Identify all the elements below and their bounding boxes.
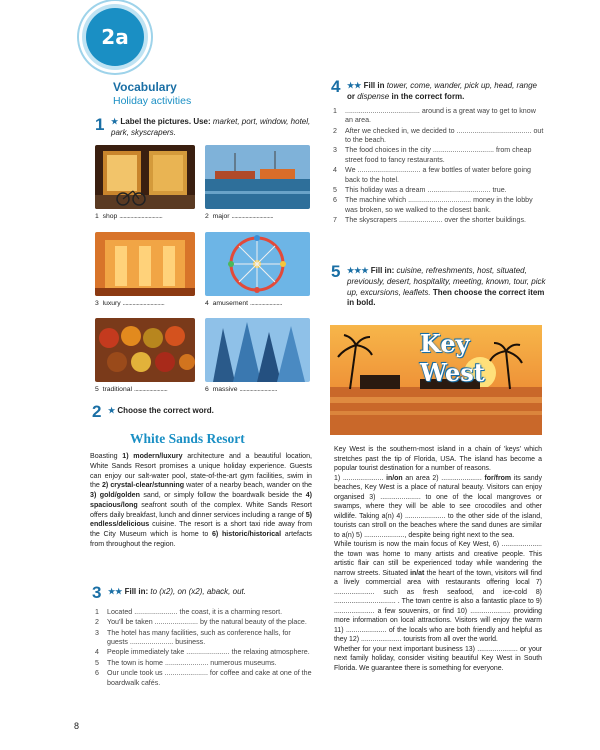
ex4-instruction-words: tower, come, wander, pick up, head, range bbox=[386, 81, 537, 90]
caption-6 bbox=[205, 386, 277, 393]
list-item bbox=[333, 216, 545, 225]
item-number: 1 bbox=[333, 107, 337, 115]
item-number: 6 bbox=[333, 196, 337, 205]
item-number: 2 bbox=[95, 618, 99, 627]
choice-in-on[interactable]: in/on bbox=[386, 474, 403, 482]
ex5-instruction-tail: Then choose the correct item in bold. bbox=[347, 287, 545, 308]
picture-amusement-park bbox=[205, 232, 310, 296]
item-number: 2 bbox=[333, 126, 337, 135]
picture-market bbox=[95, 318, 195, 382]
text-run: artefacts from throughout the region. bbox=[90, 530, 312, 549]
ex4-instruction-tail: in the correct form. bbox=[389, 91, 465, 101]
caption-word: massive bbox=[212, 386, 238, 393]
item-number: 6 bbox=[95, 669, 99, 678]
caption-blank[interactable]: ........................... bbox=[239, 386, 277, 393]
blank-2[interactable]: 2) ..................... bbox=[432, 474, 485, 482]
item-text[interactable]: We ................................ a few bottles of water before going back to the hotel. bbox=[345, 166, 531, 184]
ex4-instruction bbox=[347, 81, 547, 103]
ex4-number: 4 bbox=[331, 77, 341, 96]
ex5-number: 5 bbox=[331, 262, 341, 281]
choice-1[interactable]: 1) modern/luxury bbox=[122, 452, 183, 460]
caption-num: 6 bbox=[205, 386, 209, 393]
choice-5[interactable]: 5) endless/delicious bbox=[90, 510, 312, 529]
item-text[interactable]: Located ...................... the coast, it is a charming resort. bbox=[107, 608, 283, 616]
ex2-number: 2 bbox=[92, 402, 102, 421]
unit-badge bbox=[86, 8, 144, 66]
list-item bbox=[95, 648, 313, 657]
list-item bbox=[95, 659, 313, 668]
section-title: Vocabulary bbox=[113, 80, 177, 94]
ex5-stars: ★★★ bbox=[347, 266, 369, 275]
item-text[interactable]: The machine which ................................ money in the lobby was broken, so we walked to the closest bank. bbox=[345, 196, 533, 214]
ex5-instruction bbox=[347, 266, 547, 309]
text-run: its sandy beaches, Key West is a place of natural beauty. Visitors can enjoy organised 3) ..................... to one of the local mangroves or swamps, where they will be able to see crocodiles and other wildlife. Taking a(n) 4) ..................... to the other side of the island, tourists can stroll on the beaches where the sand dunes are similar to a(n) 5) ....................., despite being right next to the sea. bbox=[334, 474, 542, 539]
item-text[interactable]: The town is home ...................... numerous museums. bbox=[107, 658, 277, 667]
item-text[interactable]: After we checked in, we decided to ...................................... out to the beach. bbox=[345, 126, 544, 145]
caption-num: 2 bbox=[205, 213, 209, 220]
ex1-instruction bbox=[111, 117, 311, 139]
list-item bbox=[333, 166, 545, 185]
list-item bbox=[95, 618, 313, 627]
item-number: 5 bbox=[333, 185, 337, 194]
ex4-instruction-word2: dispense bbox=[357, 91, 390, 101]
list-item bbox=[333, 107, 545, 126]
unit-label: 2a bbox=[101, 25, 129, 49]
text-run: seafront south of the complex. White Sands Resort offers daily breakfast, lunch and dinner services including a range of bbox=[90, 500, 312, 519]
ex4-stars: ★★ bbox=[347, 81, 362, 90]
ex1-instruction-lead: Label the pictures. Use: bbox=[120, 117, 213, 126]
item-number: 3 bbox=[95, 628, 99, 637]
item-number: 3 bbox=[333, 146, 337, 155]
ex3-number: 3 bbox=[92, 583, 102, 602]
caption-blank[interactable]: .............................. bbox=[231, 213, 274, 220]
paragraph: Key West is the southern-most island in a chain of 'keys' which stretches past the tip of Florida, USA. The island has become a popular tourist destination for a number of reasons. bbox=[334, 446, 542, 473]
ex3-stars: ★★ bbox=[108, 587, 123, 596]
page-number: 8 bbox=[74, 721, 80, 731]
item-text[interactable]: The food choices in the city ............................... from cheap street food to fancy restaurants. bbox=[345, 146, 532, 164]
caption-blank[interactable]: .............................. bbox=[122, 300, 165, 307]
choice-in-at[interactable]: in/at bbox=[410, 569, 425, 577]
picture-port bbox=[205, 145, 310, 209]
item-number: 4 bbox=[333, 166, 337, 175]
ex2-stars: ★ bbox=[108, 406, 116, 415]
item-text[interactable]: ...................................... around is a great way to get to know an area. bbox=[345, 107, 536, 125]
item-text[interactable]: You'll be taken ...................... by the natural beauty of the place. bbox=[107, 618, 307, 627]
caption-blank[interactable]: ............................... bbox=[119, 213, 163, 220]
picture-skyscrapers bbox=[205, 318, 310, 382]
item-text[interactable]: People immediately take ...................... the relaxing atmosphere. bbox=[107, 648, 310, 657]
item-number: 7 bbox=[333, 215, 337, 224]
key-west-image bbox=[330, 325, 542, 435]
item-number: 5 bbox=[95, 658, 99, 667]
caption-word: amusement bbox=[212, 300, 249, 307]
ex2-instruction-text: Choose the correct word. bbox=[117, 406, 214, 415]
item-text[interactable]: The skyscrapers ...................... over the shorter buildings. bbox=[345, 215, 526, 224]
text-run: sand, or simply follow the boardwalk beside the bbox=[139, 491, 306, 500]
ex3-instruction bbox=[108, 587, 246, 598]
text-run: the heart of the town, visitors will find a lively commercial area with restaurants offering local 7) ..................... such as fresh seafood, and ice-cold 8) ................................ . The town centre is also a fantastic place to 9) ..................... a few souvenirs, or find 10) ..................... providing more information on local attractions. Visitors will enjoy the warm 11) ..................... of the locals who are both friendly and helpful as they 12) ..................... tourists from all over the world. bbox=[334, 569, 542, 644]
caption-num: 1 bbox=[95, 213, 99, 220]
list-item bbox=[333, 186, 545, 195]
caption-4 bbox=[205, 300, 282, 307]
choice-2[interactable]: 2) crystal-clear/stunning bbox=[101, 481, 185, 490]
list-item bbox=[333, 127, 545, 146]
ex3-instruction-words: to (x2), on (x2), aback, out. bbox=[150, 587, 246, 596]
text-run: Boasting bbox=[90, 452, 123, 460]
choice-3[interactable]: 3) gold/golden bbox=[90, 491, 140, 500]
text-run: water of a nearby beach, wander on the bbox=[184, 481, 312, 490]
paragraph bbox=[334, 540, 542, 645]
ex5-instruction-lead: Fill in: bbox=[370, 266, 397, 275]
picture-shop-window bbox=[95, 145, 195, 209]
item-text[interactable]: The hotel has many facilities, such as conference halls, for guests ...................... business. bbox=[107, 628, 291, 647]
ex3-list bbox=[95, 608, 313, 689]
ex1-stars: ★ bbox=[111, 117, 119, 126]
paragraph: Whether for your next important business 13) ..................... or your next family holiday, consider visiting beautiful Key West in South Florida. We guarantee there is something for everyone. bbox=[334, 645, 542, 672]
caption-num: 4 bbox=[205, 300, 209, 307]
choice-4[interactable]: 4) spacious/long bbox=[90, 491, 312, 509]
caption-2 bbox=[205, 213, 273, 220]
caption-word: luxury bbox=[102, 300, 121, 307]
resort-title: White Sands Resort bbox=[130, 431, 245, 446]
ex4-list bbox=[333, 107, 545, 226]
blank-1[interactable]: 1) ..................... bbox=[334, 474, 387, 482]
item-number: 4 bbox=[95, 648, 99, 657]
key-west-text bbox=[334, 445, 542, 673]
caption-word: shop bbox=[102, 213, 118, 220]
ex5-instruction-words: cuisine, refreshments, host, situated, previously, desert, hospitality, meeting, known, tour, pick up, excursions, leaflets. bbox=[347, 266, 546, 297]
ex4-instruction-or: or bbox=[347, 91, 358, 101]
resort-text bbox=[90, 452, 312, 550]
ex1-instruction-words: market, port, window, hotel, park, skyscrapers. bbox=[111, 117, 311, 137]
caption-3 bbox=[95, 300, 164, 307]
list-item bbox=[95, 608, 313, 617]
choice-6[interactable]: 6) historic/historical bbox=[211, 530, 282, 539]
caption-5 bbox=[95, 386, 167, 393]
caption-num: 5 bbox=[95, 386, 99, 393]
paragraph bbox=[334, 474, 542, 541]
caption-blank[interactable]: ........................ bbox=[133, 386, 168, 393]
text-run: architecture and a beautiful location, White Sands Resort promises a unique holiday experience. Guests can enjoy our salt-water pool, state-of-the-art gym facilities, swim in the bbox=[90, 452, 312, 490]
section-subtitle: Holiday activities bbox=[113, 95, 192, 107]
ex4-instruction-lead: Fill in bbox=[363, 81, 387, 90]
key-west-image-title: Key West bbox=[420, 329, 485, 387]
caption-num: 3 bbox=[95, 300, 99, 307]
item-number: 1 bbox=[95, 608, 99, 616]
choice-for-from[interactable]: for/from bbox=[484, 474, 512, 482]
ex3-instruction-lead: Fill in: bbox=[124, 587, 151, 596]
ex2-instruction bbox=[108, 406, 214, 417]
caption-blank[interactable]: ....................... bbox=[249, 300, 282, 307]
list-item bbox=[333, 196, 545, 215]
picture-luxury-hotel bbox=[95, 232, 195, 296]
list-item bbox=[95, 669, 313, 688]
text-run: cuisine. The resort is a short taxi ride away from the City Museum which is home to bbox=[90, 520, 312, 539]
caption-1 bbox=[95, 213, 162, 220]
ex1-number: 1 bbox=[95, 115, 105, 134]
text-run: an area bbox=[402, 474, 433, 482]
list-item bbox=[333, 146, 545, 165]
list-item bbox=[95, 629, 313, 648]
text-run: While tourism is now the main focus of Key West, 6) ..................... the town was home to many artists and creative people. This artistic flair can still be experienced today while wandering the narrow streets. Situated bbox=[334, 541, 542, 577]
item-text[interactable]: This holiday was a dream ................................ true. bbox=[345, 185, 507, 194]
caption-word: traditional bbox=[102, 386, 133, 393]
item-text[interactable]: Our uncle took us ...................... for coffee and cake at one of the boardwalk cafés. bbox=[107, 669, 312, 687]
caption-word: major bbox=[212, 213, 230, 220]
